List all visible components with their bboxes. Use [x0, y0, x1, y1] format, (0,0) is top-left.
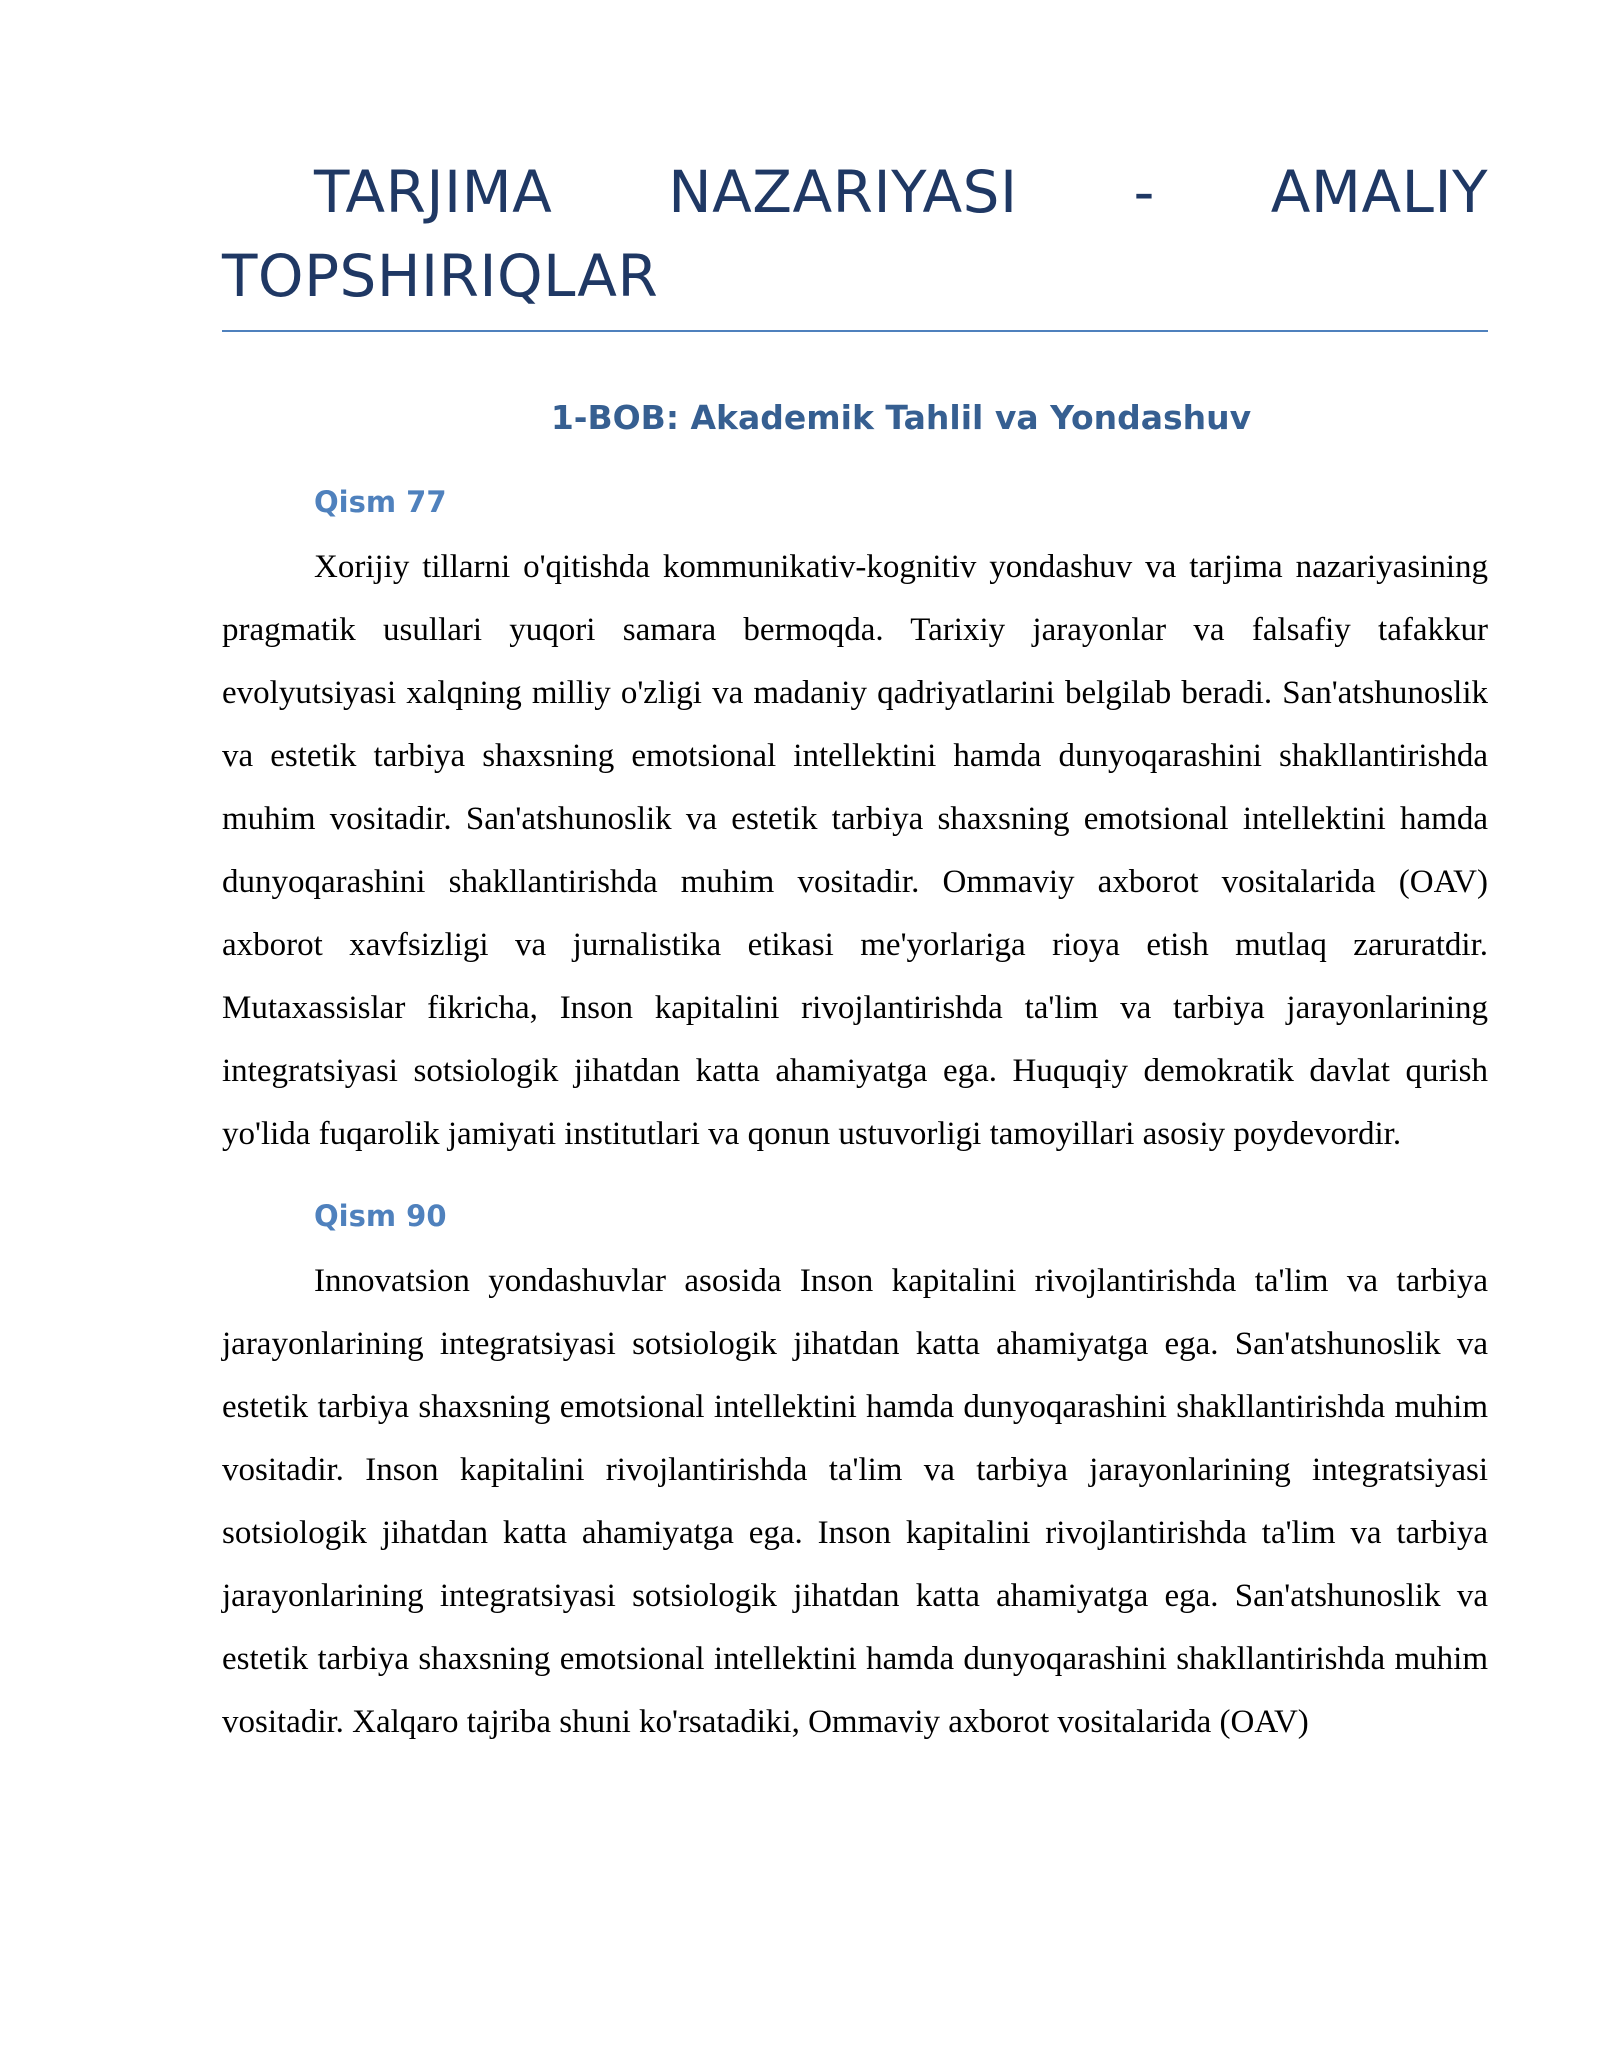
title-underline: [222, 330, 1488, 332]
document-title: TARJIMA NAZARIYASI - AMALIY TOPSHIRIQLAR: [222, 158, 1488, 310]
section-body-77: Xorijiy tillarni o'qitishda kommunikativ-kognitiv yondashuv va tarjima nazariyasining pragmatik usullari yuqori samara bermoqda. Tarixiy jarayonlar va falsafiy tafakkur evolyutsiyasi xalqning milliy o'zligi va madaniy qadriyatlarini belgilab beradi. San'atshunoslik va estetik tarbiya shaxsning emotsional intellektini hamda dunyoqarashini shakllantirishda muhim vositadir. San'atshunoslik va estetik tarbiya shaxsning emotsional intellektini hamda dunyoqarashini shakllantirishda muhim vositadir. Ommaviy axborot vositalarida (OAV) axborot xavfsizligi va jurnalistika etikasi me'yorlariga rioya etish mutlaq zaruratdir. Mutaxassislar fikricha, Inson kapitalini rivojlantirishda ta'lim va tarbiya jarayonlarining integratsiyasi sotsiologik jihatdan katta ahamiyatga ega. Huquqiy demokratik davlat qurish yo'lida fuqarolik jamiyati institutlari va qonun ustuvorligi tamoyillari asosiy poydevordir.: [222, 549, 1488, 1152]
chapter-heading: 1-BOB: Akademik Tahlil va Yondashuv: [550, 398, 1252, 437]
page-content: [222, 150, 1488, 1754]
section-heading-77: Qism 77: [314, 485, 447, 519]
section-body-90: Innovatsion yondashuvlar asosida Inson kapitalini rivojlantirishda ta'lim va tarbiya jarayonlarining integratsiyasi sotsiologik jihatdan katta ahamiyatga ega. San'atshunoslik va estetik tarbiya shaxsning emotsional intellektini hamda dunyoqarashini shakllantirishda muhim vositadir. Inson kapitalini rivojlantirishda ta'lim va tarbiya jarayonlarining integratsiyasi sotsiologik jihatdan katta ahamiyatga ega. Inson kapitalini rivojlantirishda ta'lim va tarbiya jarayonlarining integratsiyasi sotsiologik jihatdan katta ahamiyatga ega. San'atshunoslik va estetik tarbiya shaxsning emotsional intellektini hamda dunyoqarashini shakllantirishda muhim vositadir. Xalqaro tajriba shuni ko'rsatadiki, Ommaviy axborot vositalarida (OAV): [222, 1263, 1488, 1740]
section-heading-90: Qism 90: [314, 1199, 447, 1233]
